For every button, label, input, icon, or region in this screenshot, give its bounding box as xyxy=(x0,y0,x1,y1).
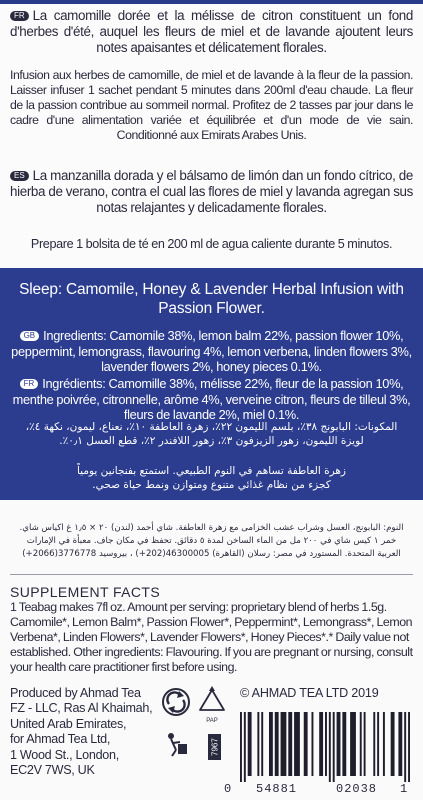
barcode-right-digit: 1 xyxy=(400,782,408,796)
lang-badge-es: ES xyxy=(10,171,29,181)
barcode-group-1: 54881 xyxy=(256,782,298,796)
supplement-facts-body: 1 Teabag makes 7fl oz. Amount per serving: proprietary blend of herbs 1.5g. Camomile*, Lemon Balm*, Passion Flower*, Peppermint*, Lemongrass*, Lemon Verbena*, Linden Flowers*, Lavender Flowers*, Honey Pieces*.* Daily value not established. Other ingredients: Flavouring. If you are pregnant or nursing, consult your health care practitioner first before using. xyxy=(10,600,413,674)
blue-ingredients-band xyxy=(0,268,423,500)
copyright-text: © AHMAD TEA LTD 2019 xyxy=(240,686,379,700)
batch-code-text: 7967 xyxy=(210,738,220,756)
supplement-facts-title: SUPPLEMENT FACTS xyxy=(10,584,161,600)
english-ingredients-text: Ingredients: Camomile 38%, lemon balm 22%, passion flower 10%, peppermint, lemongrass, flavouring 4%, lemon verbena, linden flowers 3%, lavender flowers 2%, honey pieces 0.1%. xyxy=(11,328,412,374)
spanish-description xyxy=(10,168,413,217)
spanish-description-text: La manzanilla dorada y el bálsamo de limón dan un fondo cítrico, de hierba de verano, contra el cual las flores de miel y lavanda agregan sus notas relajantes y delicadamente florales. xyxy=(10,168,413,216)
french-ingredients xyxy=(8,376,415,423)
barcode-bars xyxy=(240,712,410,782)
top-edge-strip xyxy=(0,0,423,4)
english-ingredients xyxy=(8,328,415,375)
tidyman-bin-icon xyxy=(168,733,187,756)
recycle-circle-icon xyxy=(163,689,189,715)
arabic-note: زهرة العاطفة تساهم في النوم الطبيعي. استمتع بفنجانين يومياً كجزء من نظام غذائي متنوع ومتوازن ونمط حياة صحي. xyxy=(76,465,346,491)
barcode-left-digit: 0 xyxy=(224,782,232,796)
recycling-icons-group xyxy=(160,684,230,794)
arabic-preparation-text: النوم: البابونج، العسل وشراب عشب الخزامى مع زهرة العاطفة. شاي أحمد (لندن) ٢٠ × ١٫٥ غ اكياس شاي. خمر ١ كيس شاي في ٢٠٠ مل من الماء الساخن لمدة ٥ دقائق. تحفظ في مكان جاف. معبأة في الإمارات العربية المتحدة. المستورد في مصر: رسلان (القاهرة) ‎(+202)46300005‎ ، بيروسيد ‎(+2066)3776778‎ xyxy=(19,523,404,559)
upper-text-panel xyxy=(0,0,423,268)
producer-address: Produced by Ahmad Tea FZ - LLC, Ras Al Khaimah, United Arab Emirates, for Ahmad Tea Ltd, 1 Wood St., London, EC2V 7WS, UK xyxy=(10,686,153,778)
recycle-code-label: PAP xyxy=(206,718,218,724)
french-ingredients-text: Ingrédients: Camomille 38%, mélisse 22%, fleur de la passion 10%, menthe poivrée, citronnelle, arôme 4%, verveine citron, fleurs de tilleul 3%, fleurs de lavande 2%, miel 0.1%. xyxy=(12,376,411,422)
lang-badge-fr: FR xyxy=(10,11,29,21)
pap-recycle-triangle-icon xyxy=(200,686,224,724)
spanish-instructions: Prepare 1 bolsita de té en 200 ml de agua caliente durante 5 minutos. xyxy=(30,237,393,251)
barcode-group-2: 02038 xyxy=(336,782,378,796)
batch-code-box xyxy=(208,734,221,760)
french-description xyxy=(10,8,413,57)
lang-badge-gb: GB xyxy=(20,331,40,341)
section-divider xyxy=(10,574,413,575)
lang-badge-fr-ingredients: FR xyxy=(20,379,39,389)
product-title: Sleep: Camomile, Honey & Lavender Herbal Infusion with Passion Flower. xyxy=(19,281,404,317)
french-description-text: La camomille dorée et la mélisse de citron constituent un fond d'herbes d'été, auquel les fleurs de miel et de lavande ajoutent leurs notes apaisantes et délicatement florales. xyxy=(10,8,413,56)
arabic-ingredients: المكونات: البابونج ٣٨٪، بلسم الليمون ٢٢٪، زهرة العاطفة ١٠٪، نعناع، ليمون، نكهة ٤٪، لويزة الليمون، زهور الزيزفون ٣٪، زهور اللافندر ٢٪، قطع العسل ٠٫١٪. xyxy=(25,421,398,447)
french-instructions: Infusion aux herbes de camomille, de miel et de lavande à la fleur de la passion. Laisser infuser 1 sachet pendant 5 minutes dans 200ml d'eau chaude. La fleur de la passion contribue au sommeil normal. Profitez de 2 tasses par jour dans le cadre d'une alimentation variée et équilibrée et d'un mode de vie sain. Conditionné aux Emirats Arabes Unis. xyxy=(10,68,413,142)
